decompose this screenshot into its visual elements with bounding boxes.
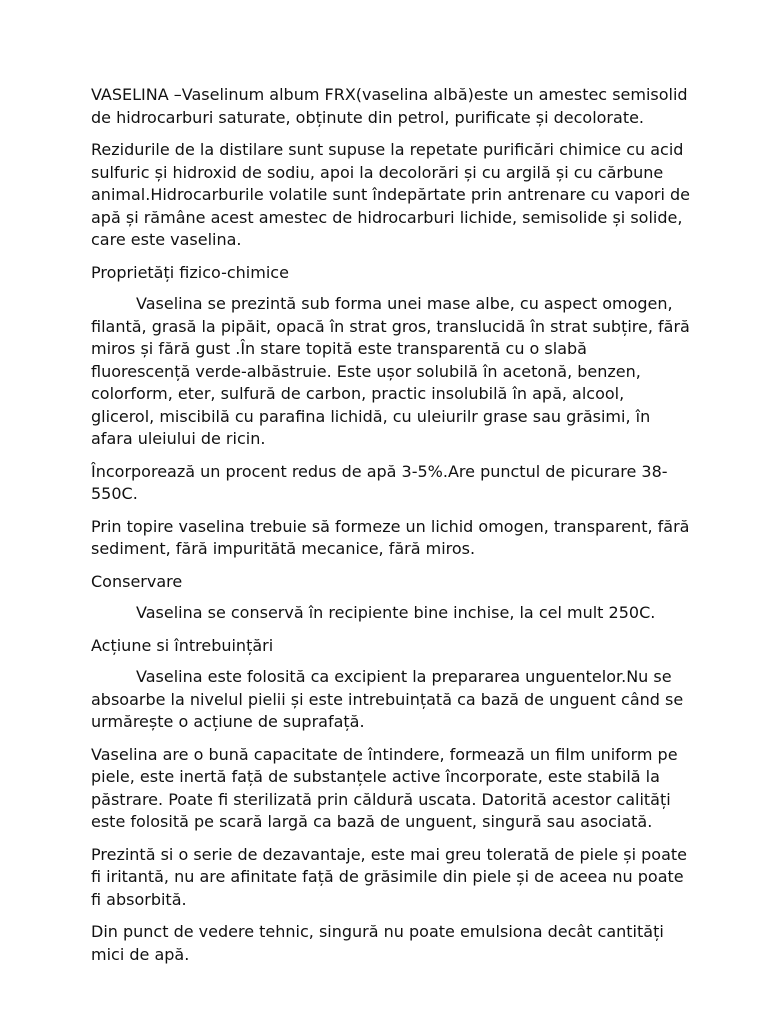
- distillation-paragraph: Rezidurile de la distilare sunt supuse la repetate purificări chimice cu acid sulfuric și hidroxid de sodiu, apoi la decolorări și cu argilă și cu cărbune animal.Hidrocarburile volatile sunt îndepărtate prin antrenare cu vapori de apă și rămâne acest amestec de hidrocarburi lichide, semisolide și solide, care este vaselina.: [91, 140, 690, 249]
- properties-paragraph: Vaselina se prezintă sub forma unei mase albe, cu aspect omogen, filantă, grasă la pipăit, opacă în strat gros, translucidă în strat subțire, fără miros și fără gust .În stare topită este transparentă cu o slabă fluorescență verde-albăstruie. Este ușor solubilă în acetonă, benzen, colorform, eter, sulfură de carbon, practic insolubilă în apă, alcool, glicerol, miscibilă cu parafina lichidă, cu uleiurilr grase sau grăsimi, în afara uleiului de ricin.: [91, 294, 690, 448]
- heading-conservation: Conservare: [91, 571, 183, 591]
- melting-paragraph: Prin topire vaselina trebuie să formeze un lichid omogen, transparent, fără sediment, fără impuritătă mecanice, fără miros.: [91, 516, 690, 558]
- advantages-paragraph: Vaselina are o bună capacitate de întindere, formează un film uniform pe piele, este inertă față de substanțele active încorporate, este stabilă la păstrare. Poate fi sterilizată prin căldură uscata. Datorită acestor calități este folosită pe scară largă ca bază de unguent, singură sau asociată.: [91, 744, 678, 831]
- conservation-paragraph: Vaselina se conservă în recipiente bine inchise, la cel mult 250C.: [136, 603, 656, 622]
- heading-uses: Acțiune si întrebuințări: [91, 635, 274, 655]
- document-body: [91, 84, 691, 976]
- intro-paragraph: VASELINA –Vaselinum album FRX(vaselina albă)este un amestec semisolid de hidrocarburi saturate, obținute din petrol, purificate și decolorate.: [91, 85, 688, 127]
- water-content-paragraph: Încorporează un procent redus de apă 3-5%.Are punctul de picurare 38-550C.: [91, 461, 668, 503]
- heading-properties: Proprietăți fizico-chimice: [91, 262, 289, 282]
- uses-paragraph: Vaselina este folosită ca excipient la prepararea unguentelor.Nu se absoarbe la nivelul pielii și este intrebuințată ca bază de unguent când se urmărește o acțiune de suprafață.: [91, 667, 684, 731]
- technical-paragraph: Din punct de vedere tehnic, singură nu poate emulsiona decât cantități mici de apă.: [91, 922, 664, 964]
- disadvantages-paragraph: Prezintă si o serie de dezavantaje, este mai greu tolerată de piele și poate fi iritantă, nu are afinitate față de grăsimile din piele și de aceea nu poate fi absorbită.: [91, 844, 687, 909]
